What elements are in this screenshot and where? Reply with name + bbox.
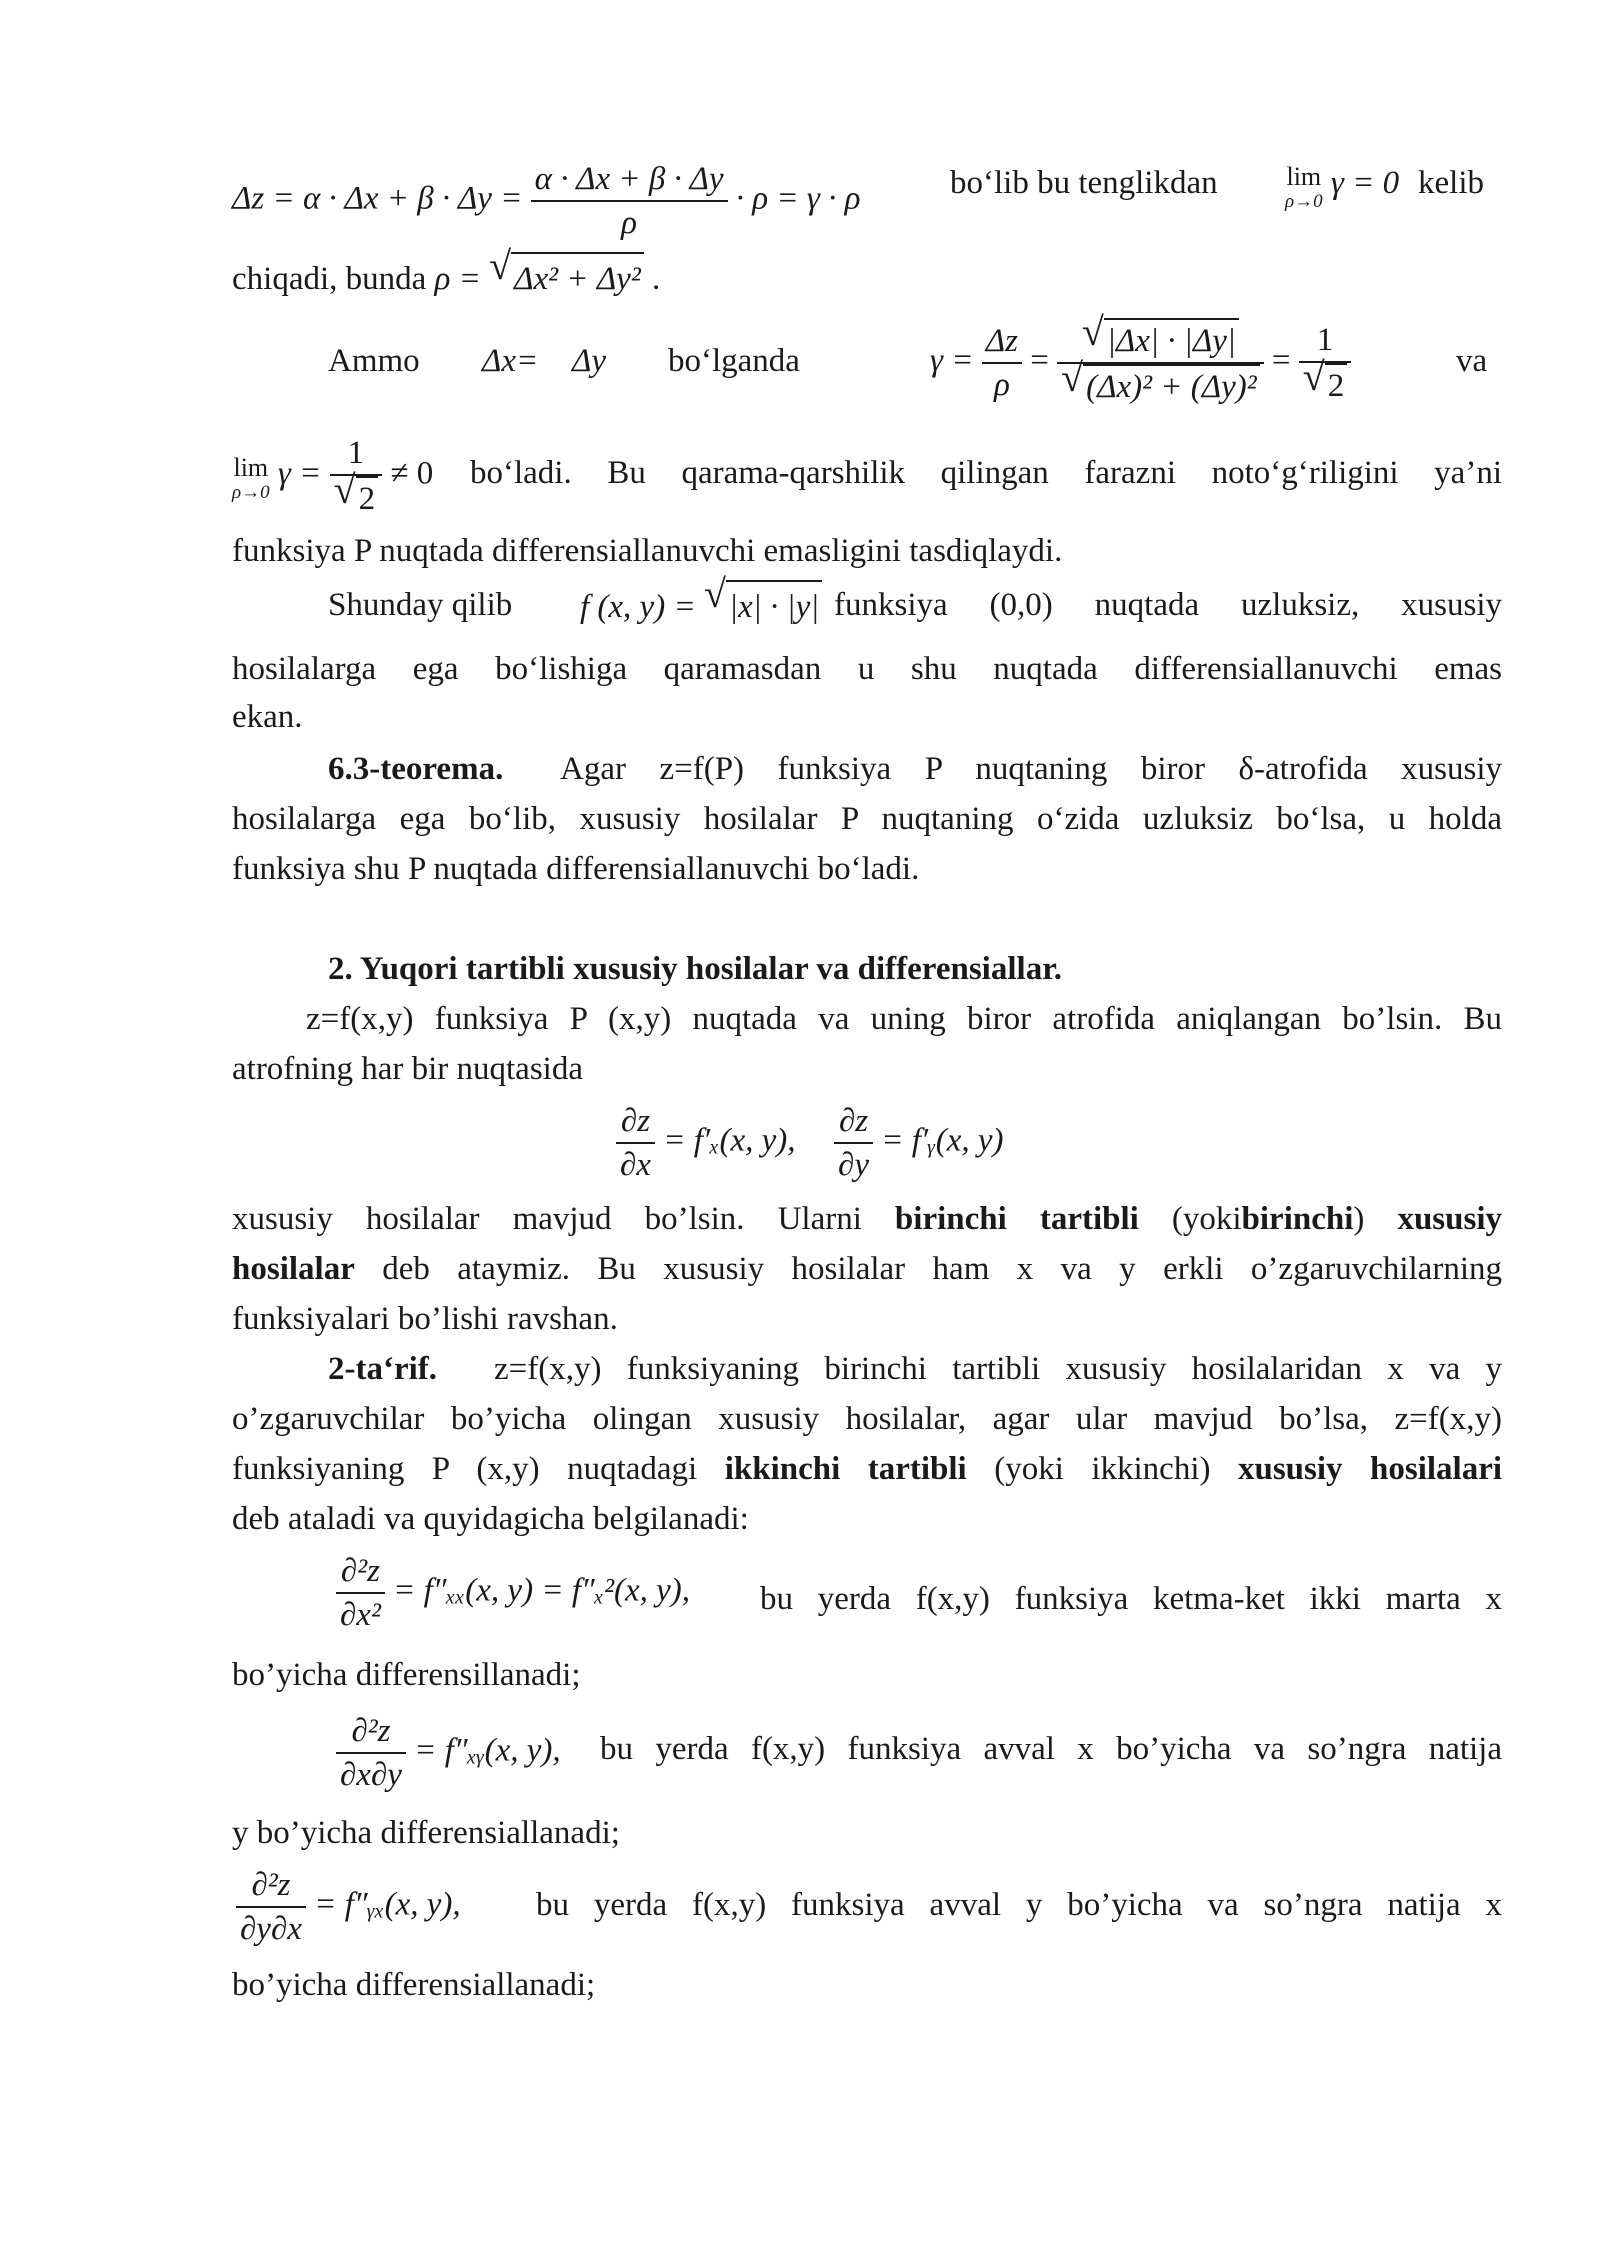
sqrt — [703, 571, 822, 632]
para-3-line-1 — [232, 1194, 1502, 1244]
dz-dx — [616, 1100, 655, 1186]
bold-text: ikkinchi tartibli — [724, 1451, 967, 1487]
para-2-line-1: z=f(x,y) funksiya P (x,y) nuqtada va uning biror atrofida aniqlangan bo’lsin. Bu — [306, 1001, 1502, 1037]
theorem-line-3: funksiya shu P nuqtada differensiallanuvchi bo‘ladi. — [232, 851, 920, 887]
bold-text: xususiy hosilalari — [1237, 1451, 1503, 1487]
sqrt — [1061, 355, 1260, 408]
dz-dy-num: ∂z — [834, 1100, 873, 1144]
limit-label: lim — [233, 453, 269, 482]
text: (yoki — [1171, 1201, 1242, 1237]
limit-expression — [1285, 158, 1399, 211]
d2z-dydx-num: ∂²z — [236, 1864, 306, 1908]
line-4-text: bo‘ladi. Bu qarama-qarshilik qilingan farazni noto‘g‘riligini ya’ni — [470, 455, 1502, 491]
fraction-2 — [1057, 309, 1264, 408]
sqrt — [1081, 309, 1239, 362]
limit-operator — [1285, 159, 1323, 211]
d2z-dx2-num: ∂²z — [336, 1550, 385, 1594]
line-1-text: bo‘lib bu tenglikdan — [950, 165, 1218, 201]
definition-line-4: deb ataladi va quyidagicha belgilanadi: — [232, 1501, 749, 1537]
limit-label: lim — [1286, 162, 1322, 192]
eq2-text: bu yerda f(x,y) funksiya ketma-ket ikki marta x — [760, 1581, 1502, 1617]
fraction-denominator: ρ — [621, 205, 637, 241]
line-6-a: Shunday qilib — [328, 587, 513, 623]
formula-dz: Δz = α · Δx + β · Δy = — [232, 180, 523, 217]
d2z-dydx — [236, 1864, 306, 1950]
fraction-1-den: ρ — [993, 367, 1010, 403]
radical-sign: √ — [703, 571, 726, 616]
fraction-1 — [982, 320, 1022, 406]
radical-sign: √ — [1081, 309, 1104, 354]
d2z-dxdy-den: ∂x∂y — [340, 1757, 402, 1793]
eq4-text: bu yerda f(x,y) funksiya avval y bo’yicha va so’ngra natija x — [536, 1887, 1502, 1923]
fx-prime: = f′ₓ(x, y), — [663, 1122, 796, 1159]
fraction-2-den — [1057, 355, 1264, 408]
sqrt-body: |Δx| · |Δy| — [1104, 318, 1239, 362]
radical-sign: √ — [1061, 355, 1084, 400]
fraction-3-den — [1299, 354, 1352, 407]
d2z-dydx-den: ∂y∂x — [240, 1911, 302, 1947]
function-label: f (x, y) = — [580, 589, 696, 625]
bold-text: birinchi — [1241, 1201, 1354, 1237]
sqrt — [333, 467, 379, 520]
fraction-3 — [1299, 319, 1352, 407]
sqrt-body: Δx² + Δy² — [511, 252, 644, 304]
eq4-cont: bo’yicha differensiallanadi; — [232, 1967, 596, 2003]
sqrt-body: |x| · |y| — [726, 580, 822, 632]
fraction-2-num — [1057, 309, 1264, 364]
sqrt — [1302, 354, 1348, 407]
radical-sign: √ — [489, 243, 512, 288]
sqrt — [489, 243, 644, 304]
para-3-line-2 — [232, 1244, 1502, 1294]
definition-line-3 — [232, 1444, 1502, 1494]
text: deb ataymiz. Bu xususiy hosilalar ham x va y erkli o’zgaruvchilarning — [382, 1251, 1502, 1287]
gamma-label: γ = — [277, 455, 322, 492]
formula-rho: · ρ = γ · ρ — [735, 180, 861, 217]
fxy: = f″ₓᵧ(x, y), — [414, 1732, 561, 1769]
second-partial-yx — [236, 1864, 461, 1950]
text: ) — [1353, 1201, 1365, 1237]
line-2 — [232, 243, 661, 304]
second-partial-xx — [336, 1550, 690, 1636]
eq3-text: bu yerda f(x,y) funksiya avval x bo’yicha va so’ngra natija — [600, 1731, 1502, 1767]
sqrt-body: 2 — [356, 476, 379, 520]
para-2-line-2: atrofning har bir nuqtasida — [232, 1051, 583, 1087]
period: . — [651, 261, 661, 297]
theorem-line-1: Agar z=f(P) funksiya P nuqtaning biror δ-atrofida xususiy — [560, 751, 1502, 787]
d2z-dx2-den: ∂x² — [340, 1597, 381, 1633]
d2z-dxdy — [336, 1710, 406, 1796]
text: funksiyaning P (x,y) nuqtadagi — [232, 1451, 698, 1487]
equals: = — [1271, 342, 1291, 379]
eq3-cont: y bo’yicha differensiallanadi; — [232, 1815, 620, 1851]
fraction-num: 1 — [330, 432, 383, 476]
fxx: = f″ₓₓ(x, y) = f″ₓ²(x, y), — [393, 1572, 691, 1609]
sqrt-body: 2 — [1325, 363, 1348, 407]
definition-line-1: z=f(x,y) funksiyaning birinchi tartibli xususiy hosilalaridan x va y — [494, 1351, 1502, 1387]
bolganda: bo‘lganda — [668, 343, 800, 379]
fraction — [531, 158, 728, 244]
dz-dy-den: ∂y — [838, 1147, 869, 1183]
va: va — [1456, 343, 1488, 379]
dz-dx-den: ∂x — [620, 1147, 651, 1183]
d2z-dxdy-num: ∂²z — [336, 1710, 406, 1754]
fy-prime: = f′ᵧ(x, y) — [881, 1122, 1004, 1159]
line-5: funksiya P nuqtada differensiallanuvchi emasligini tasdiqlaydi. — [232, 533, 1063, 569]
radical-sign: √ — [333, 467, 356, 512]
bold-text: birinchi tartibli — [894, 1201, 1139, 1237]
fraction-1-num: Δz — [982, 320, 1022, 364]
text: (yoki ikkinchi) — [994, 1451, 1211, 1487]
gamma-label: γ = — [930, 342, 974, 379]
fraction-3-num: 1 — [1299, 319, 1352, 363]
ammo: Ammo — [328, 343, 420, 379]
theorem-title: 6.3-teorema. — [328, 751, 504, 787]
radical-sign: √ — [1302, 354, 1325, 399]
section-heading: 2. Yuqori tartibli xususiy hosilalar va differensiallar. — [328, 951, 1063, 987]
fyx: = f″ᵧₓ(x, y), — [314, 1886, 461, 1923]
eq2-cont: bo’yicha differensillanadi; — [232, 1657, 581, 1693]
limit-operator — [232, 450, 270, 502]
dz-dy — [834, 1100, 873, 1186]
definition-label: 2-ta‘rif. — [328, 1351, 438, 1387]
bold-text: hosilalar — [232, 1251, 355, 1287]
para-3-line-3: funksiyalari bo’lishi ravshan. — [232, 1301, 618, 1337]
second-partial-xy — [336, 1710, 561, 1796]
dz-dx-num: ∂z — [616, 1100, 655, 1144]
bold-text: xususiy — [1397, 1201, 1502, 1237]
line-7: hosilalarga ega bo‘lishiga qaramasdan u shu nuqtada differensiallanuvchi emas — [232, 651, 1502, 687]
text: xususiy hosilalar mavjud bo’lsin. Ularni — [232, 1201, 862, 1237]
theorem-label — [328, 744, 503, 794]
first-order-partials — [616, 1100, 1004, 1186]
d2z-dx2 — [336, 1550, 385, 1636]
dx-eq: Δx= — [482, 343, 539, 379]
not-equal: ≠ 0 — [390, 455, 434, 492]
line-1 — [232, 158, 860, 244]
gamma-formula — [930, 309, 1351, 408]
theorem-line-2: hosilalarga ega bo‘lib, xususiy hosilalar P nuqtaning o‘zida uzluksiz bo‘lsa, u holda — [232, 801, 1502, 837]
fraction-den — [330, 467, 383, 520]
equals: = — [1030, 342, 1049, 379]
fraction — [330, 432, 383, 520]
fraction-numerator: α · Δx + β · Δy — [531, 158, 728, 202]
limit-subscript: ρ→0 — [232, 482, 270, 503]
limit-subscript: ρ→0 — [1285, 191, 1323, 213]
definition-line-2: o’zgaruvchilar bo’yicha olingan xususiy hosilalar, agar ular mavjud bo’lsa, z=f(x,y) — [232, 1401, 1502, 1437]
line-8: ekan. — [232, 699, 303, 735]
dy: Δy — [572, 343, 607, 379]
sqrt-body: (Δx)² + (Δy)² — [1083, 364, 1260, 408]
rho-formula: ρ = — [434, 261, 481, 297]
line-6-b: funksiya (0,0) nuqtada uzluksiz, xususiy — [834, 587, 1502, 623]
line-4-formula — [232, 432, 433, 520]
limit-value: γ = 0 — [1330, 165, 1400, 201]
line-1-end: kelib — [1418, 165, 1484, 201]
line-2-text: chiqadi, bunda — [232, 261, 427, 297]
line-6-formula — [580, 571, 822, 632]
